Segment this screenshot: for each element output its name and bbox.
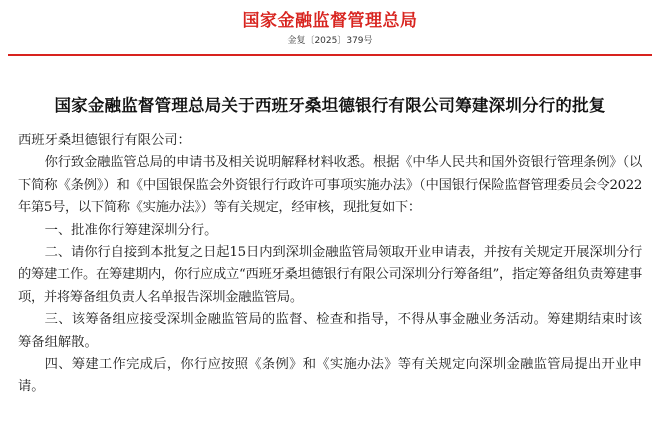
paragraph-item-1: 一、批准你行筹建深圳分行。 — [44, 222, 218, 238]
addressee: 西班牙桑坦德银行有限公司： — [18, 133, 191, 148]
issuing-agency-header: 国家金融监督管理总局 — [242, 11, 418, 31]
red-divider-line — [8, 54, 652, 56]
paragraph-item-2: 二、请你行自接到本批复之日起15日内到深圳金融监管局领取开业申请表，并按有关规定开展深圳分行的筹建工作。在筹建期内，你行应成立“西班牙桑坦德银行有限公司深圳分行筹备组”，指定筹备组负责筹建事项，并将筹备组负责人名单报告深圳金融监管局。 — [18, 245, 642, 305]
paragraph-item-4: 四、筹建工作完成后，你行应按照《条例》和《实施办法》等有关规定向深圳金融监管局提出开业申请。 — [18, 357, 642, 395]
paragraph-intro: 你行致金融监管总局的申请书及相关说明解释材料收悉。根据《中华人民共和国外资银行管理条例》（以下简称《条例》）和《中国银保监会外资银行行政许可事项实施办法》（中国银行保险监督管理委员会令2022年第5号，以下简称《实施办法》）等有关规定，经审核，现批复如下： — [18, 155, 642, 216]
document-number: 金复〔2025〕379号 — [287, 36, 373, 46]
document-body — [18, 130, 642, 399]
paragraph-item-3: 三、该筹备组应接受深圳金融监管局的监督、检查和指导，不得从事金融业务活动。筹建期结束时该筹备组解散。 — [18, 312, 642, 350]
document-title: 国家金融监督管理总局关于西班牙桑坦德银行有限公司筹建深圳分行的批复 — [54, 96, 606, 115]
